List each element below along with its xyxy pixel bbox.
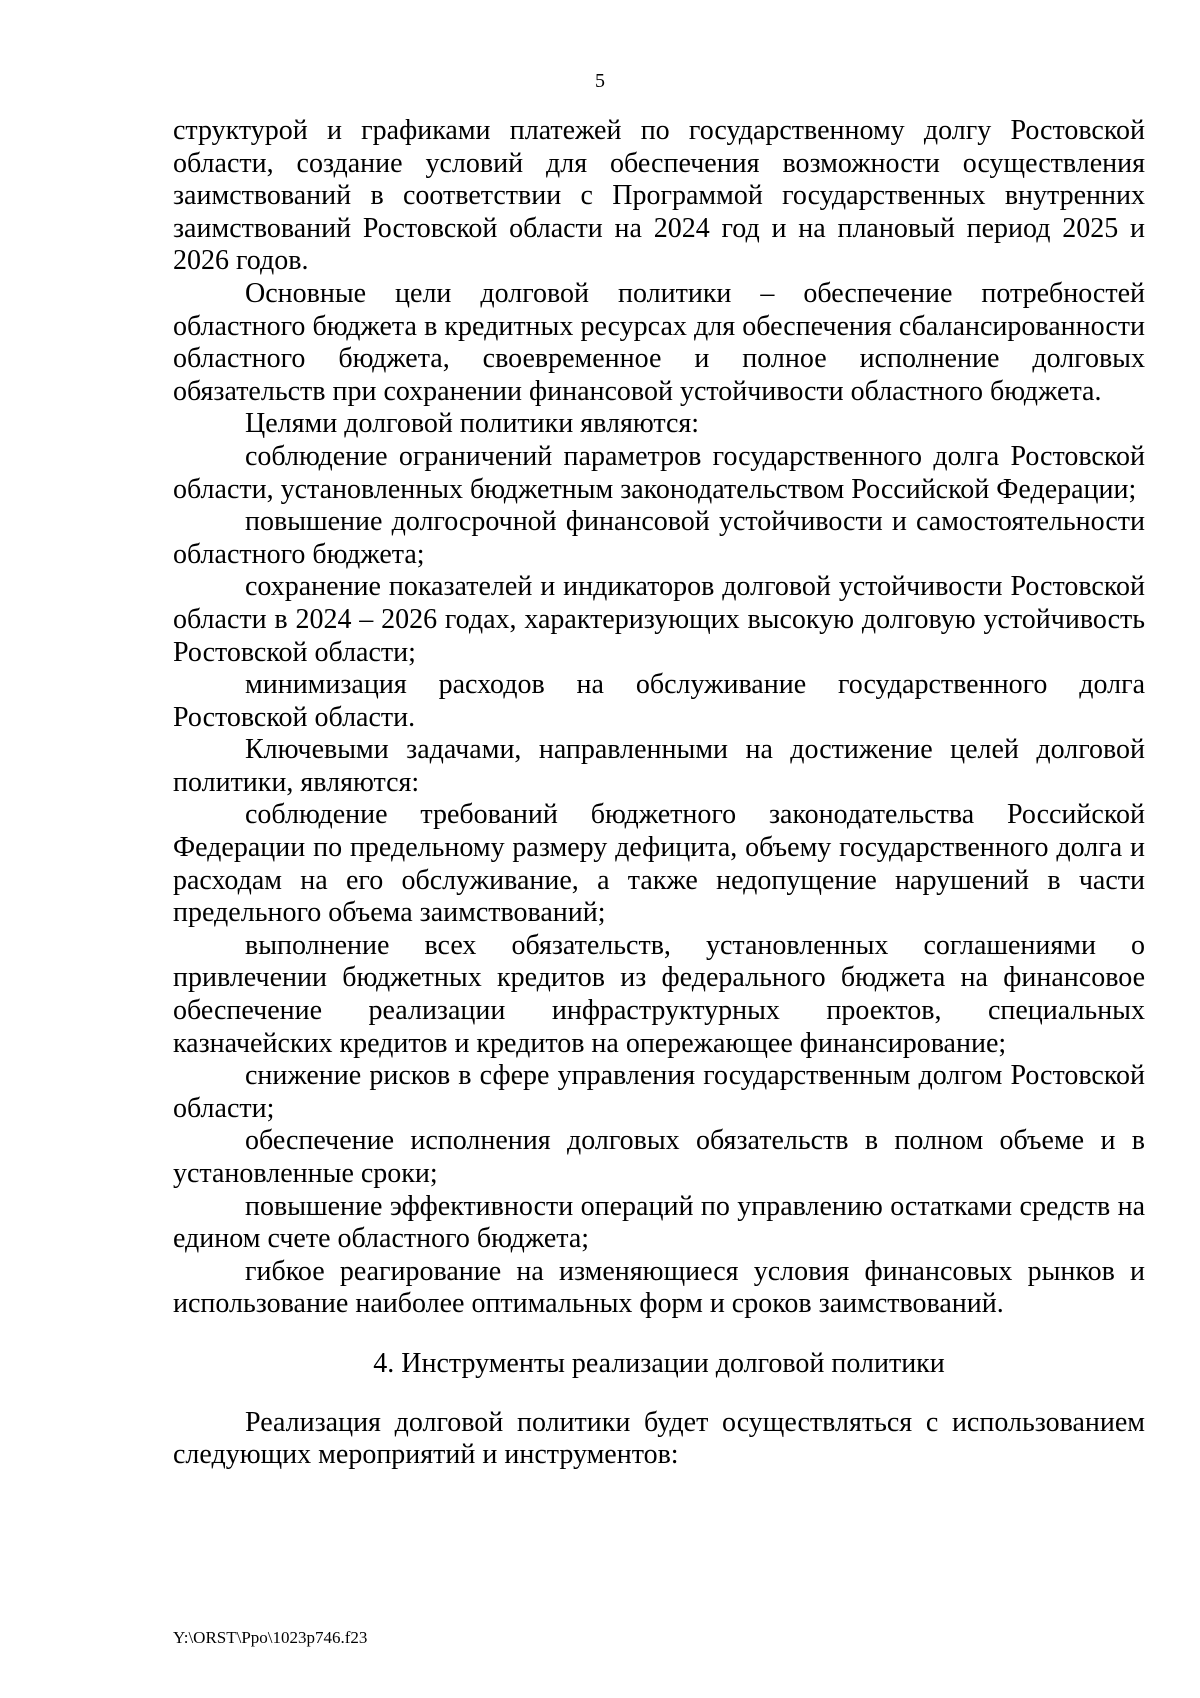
list-item: минимизация расходов на обслуживание государственного долга Ростовской области. [173, 669, 1145, 733]
list-item: гибкое реагирование на изменяющиеся условия финансовых рынков и использование наиболее оптимальных форм и сроков заимствований. [173, 1255, 1145, 1320]
list-item: повышение эффективности операций по управлению остатками средств на едином счете областного бюджета; [173, 1190, 1145, 1255]
footer-file-path: Y:\ORST\Ppo\1023p746.f23 [173, 1628, 368, 1647]
document-body [173, 115, 1145, 1472]
paragraph: Ключевыми задачами, направленными на достижение целей долговой политики, являются: [173, 734, 1145, 798]
list-item: соблюдение ограничений параметров государственного долга Ростовской области, установленных бюджетным законодательством Российской Федерации; [173, 440, 1145, 505]
page-number: 5 [595, 70, 605, 92]
list-item: обеспечение исполнения долговых обязательств в полном объеме и в установленные сроки; [173, 1125, 1145, 1189]
list-item: соблюдение требований бюджетного законодательства Российской Федерации по предельному размеру дефицита, объему государственного долга и расходам на его обслуживание, а также недопущение нарушений в части предельного объема заимствований; [173, 799, 1145, 929]
list-item: сохранение показателей и индикаторов долговой устойчивости Ростовской области в 2024 – 2026 годах, характеризующих высокую долговую устойчивость Ростовской области; [173, 571, 1145, 668]
paragraph: структурой и графиками платежей по государственному долгу Ростовской области, создание условий для обеспечения возможности осуществления заимствований в соответствии с Программой государственных внутренних заимствований Ростовской области на 2024 год и на плановый период 2025 и 2026 годов. [173, 115, 1145, 277]
list-item: повышение долгосрочной финансовой устойчивости и самостоятельности областного бюджета; [173, 506, 1145, 570]
list-item: снижение рисков в сфере управления государственным долгом Ростовской области; [173, 1060, 1145, 1124]
list-item: выполнение всех обязательств, установленных соглашениями о привлечении бюджетных кредитов из федерального бюджета на финансовое обеспечение реализации инфраструктурных проектов, специальных казначейских кредитов и кредитов на опережающее финансирование; [173, 929, 1145, 1059]
paragraph: Основные цели долговой политики – обеспечение потребностей областного бюджета в кредитных ресурсах для обеспечения сбалансированности областного бюджета, своевременное и полное исполнение долговых обязательств при сохранении финансовой устойчивости областного бюджета. [173, 277, 1145, 407]
paragraph: Реализация долговой политики будет осуществляться с использованием следующих мероприятий и инструментов: [173, 1406, 1145, 1471]
paragraph: Целями долговой политики являются: [245, 408, 700, 440]
section-heading: 4. Инструменты реализации долговой политики [373, 1347, 945, 1379]
